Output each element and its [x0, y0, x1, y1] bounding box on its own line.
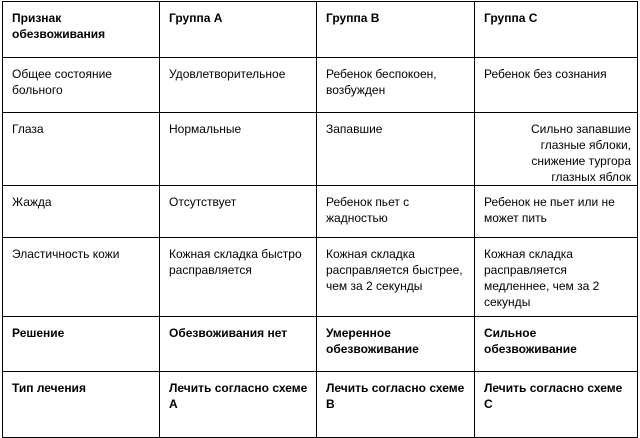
table-cell: Удовлетворительное: [160, 58, 317, 113]
table-row-thirst: [3, 186, 638, 238]
table-cell: Лечить согласно схеме С: [475, 372, 638, 438]
table-row-eyes: [3, 113, 638, 186]
dehydration-table: [2, 1, 638, 438]
table-cell: Кожная складка быстро расправляется: [160, 238, 317, 317]
table-row-treatment: [3, 372, 638, 438]
table-cell: Сильное обезвоживание: [475, 317, 638, 372]
table-cell: Лечить согласно схеме А: [160, 372, 317, 438]
header-cell-group-c: Группа С: [475, 2, 638, 58]
table-cell: Эластичность кожи: [3, 238, 160, 317]
table-cell: Ребенок беспокоен, возбужден: [317, 58, 475, 113]
table-cell: Жажда: [3, 186, 160, 238]
table-cell: Отсутствует: [160, 186, 317, 238]
table-cell: Запавшие: [317, 113, 475, 186]
table-row-decision: [3, 317, 638, 372]
table-cell: Кожная складка расправляется медленнее, чем за 2 секунды: [475, 238, 638, 317]
table-cell: Глаза: [3, 113, 160, 186]
table-cell: Обезвоживания нет: [160, 317, 317, 372]
table-cell: Общее состояние больного: [3, 58, 160, 113]
header-cell-group-a: Группа А: [160, 2, 317, 58]
header-cell-group-b: Группа В: [317, 2, 475, 58]
table-cell: Тип лечения: [3, 372, 160, 438]
table-row-skin-elasticity: [3, 238, 638, 317]
table-cell: Ребенок не пьет или не может пить: [475, 186, 638, 238]
table-cell: Лечить согласно схеме В: [317, 372, 475, 438]
table-cell: Сильно запавшие глазные яблоки, снижение тургора глазных яблок: [475, 113, 638, 186]
table-row-general-state: [3, 58, 638, 113]
table-cell: Кожная складка расправляется быстрее, чем за 2 секунды: [317, 238, 475, 317]
table-cell: Нормальные: [160, 113, 317, 186]
table-cell: Решение: [3, 317, 160, 372]
table-header-row: [3, 2, 638, 58]
table-cell: Ребенок без сознания: [475, 58, 638, 113]
table-cell: Умеренное обезвоживание: [317, 317, 475, 372]
table-cell: Ребенок пьет с жадностью: [317, 186, 475, 238]
header-cell-sign: Признак обезвоживания: [3, 2, 160, 58]
